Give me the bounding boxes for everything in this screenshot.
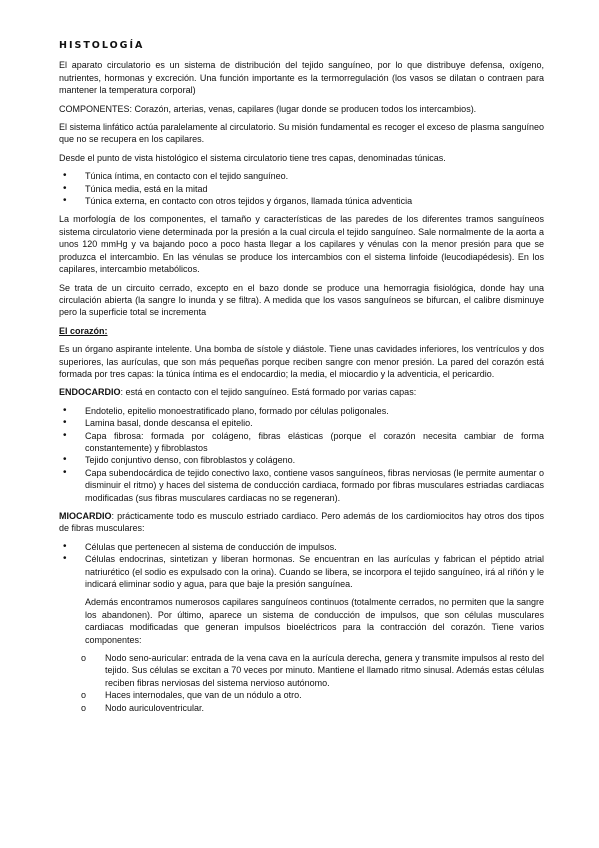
- miocardio-label: MIOCARDIO: [59, 511, 112, 521]
- list-item: • Tejido conjuntivo denso, con fibroblastos y colágeno.: [59, 454, 544, 466]
- capilares-paragraph: Además encontramos numerosos capilares sanguíneos continuos (totalmente cerrados, no permiten que la sangre los abandonen). Por último, aparece un sistema de conducción de impulsos, que son células musculares cardiacas modificadas que generan impulsos bioeléctricos para la contracción del corazón. Tiene varios componentes:: [85, 597, 544, 645]
- miocardio-list: [59, 541, 544, 591]
- endocardio-list: [59, 405, 544, 504]
- conduccion-list: [59, 652, 544, 714]
- list-item: o Nodo seno-auricular: entrada de la vena cava en la aurícula derecha, genera y transmite impulsos al resto del tejido. Sus células se excitan a 70 veces por minuto. Mantiene el llamado ritmo sinusal. Además estas células reciben fibras nerviosas del sistema nervioso autónomo.: [59, 652, 544, 689]
- linfatico-paragraph: El sistema linfático actúa paralelamente al circulatorio. Su misión fundamental es recoger el exceso de plasma sanguíneo que no se recupera en los capilares.: [59, 122, 544, 145]
- list-item: • Túnica media, está en la mitad: [59, 183, 544, 195]
- endocardio-text: : está en contacto con el tejido sanguíneo. Está formado por varias capas:: [120, 387, 417, 398]
- endocardio-label: ENDOCARDIO: [59, 387, 121, 398]
- corazon-paragraph: Es un órgano aspirante intelente. Una bomba de sístole y diástole. Tiene unas cavidades inferiores, los ventrículos y dos superiores, las aurículas, que son más pequeñas porque reciben sangre con menor presión. La pared del corazón está formada por tres capas: la túnica íntima es el endocardio; la media, el miocardio y la adventicia, el pericardio.: [59, 344, 544, 379]
- list-item: • Lamina basal, donde descansa el epitelio.: [59, 417, 544, 429]
- corazon-heading: El corazón:: [59, 325, 108, 336]
- list-item: • Túnica íntima, en contacto con el tejido sanguíneo.: [59, 170, 544, 182]
- componentes-paragraph: COMPONENTES: Corazón, arterias, venas, capilares (lugar donde se producen todos los intercambios).: [59, 103, 477, 114]
- morfologia-paragraph: La morfología de los componentes, el tamaño y características de las paredes de los diferentes tramos sanguíneos sistema circulatorio viene determinada por la presión a la cual circula el tejido sanguíneo. Sale normalmente de la aorta a unos 120 mmHg y va bajando poco a poco hasta llegar a los capilares y vénulas con la menor presión para que se produzca el intercambio. En las vénulas se produce los intercambios con el sistema linfoide (leucodiapédesis). En los capilares, intercambio metabólicos.: [59, 214, 544, 275]
- list-item: • Capa fibrosa: formada por colágeno, fibras elásticas (porque el corazón necesita cambiar de forma constantemente) y fibroblastos: [59, 430, 544, 455]
- list-item: o Nodo auriculoventricular.: [59, 702, 544, 714]
- list-item: • Células que pertenecen al sistema de conducción de impulsos.: [59, 541, 544, 553]
- intro-paragraph: El aparato circulatorio es un sistema de distribución del tejido sanguíneo, por lo que distribuye defensa, oxígeno, nutrientes, hormonas y excreción. Una función importante es la termorregulación (los vasos se dilatan o contraen para mantener la temperatura corporal): [59, 60, 544, 96]
- list-item: • Túnica externa, en contacto con otros tejidos y órganos, llamada túnica adventicia: [59, 195, 544, 207]
- list-item: • Capa subendocárdica de tejido conectivo laxo, contiene vasos sanguíneos, fibras nerviosas (le permite aumentar o disminuir el ritmo) y haces del sistema de conducción cardiaca, formado por fibras musculares estriadas cardiacas modificadas (sus fibras musculares cardiacas no se regeneran).: [59, 467, 544, 504]
- list-item: • Endotelio, epitelio monoestratificado plano, formado por células poligonales.: [59, 405, 544, 417]
- page-title: HISTOLOGÍA: [59, 40, 145, 51]
- endocardio-paragraph: [59, 386, 544, 398]
- tunicas-list: [59, 170, 544, 207]
- document-page: [59, 40, 544, 720]
- miocardio-paragraph: [59, 510, 544, 535]
- miocardio-text: : prácticamente todo es musculo estriado cardiaco. Pero además de los cardiomiocitos hay otros dos tipos de fibras musculares:: [59, 511, 544, 534]
- list-item: • Células endocrinas, sintetizan y liberan hormonas. Se encuentran en las aurículas y fabrican el péptido atrial natriurético (el sodio es expulsado con la orina). Cuando se libera, se incorpora el tejido sanguíneo, irá al riñón y le indicará eliminar sodio y agua, para que baje la presión sanguínea.: [59, 553, 544, 590]
- tunicas-intro-paragraph: Desde el punto de vista histológico el sistema circulatorio tiene tres capas, denominadas túnicas.: [59, 152, 446, 163]
- circuito-paragraph: Se trata de un circuito cerrado, excepto en el bazo donde se produce una hemorragia fisiológica, donde hay una circulación abierta (la sangre lo inunda y se filtra). A medida que los vasos sanguíneos se bifurcan, el calibre disminuye pero la superficie total se incrementa: [59, 282, 544, 318]
- list-item: o Haces internodales, que van de un nódulo a otro.: [59, 689, 544, 701]
